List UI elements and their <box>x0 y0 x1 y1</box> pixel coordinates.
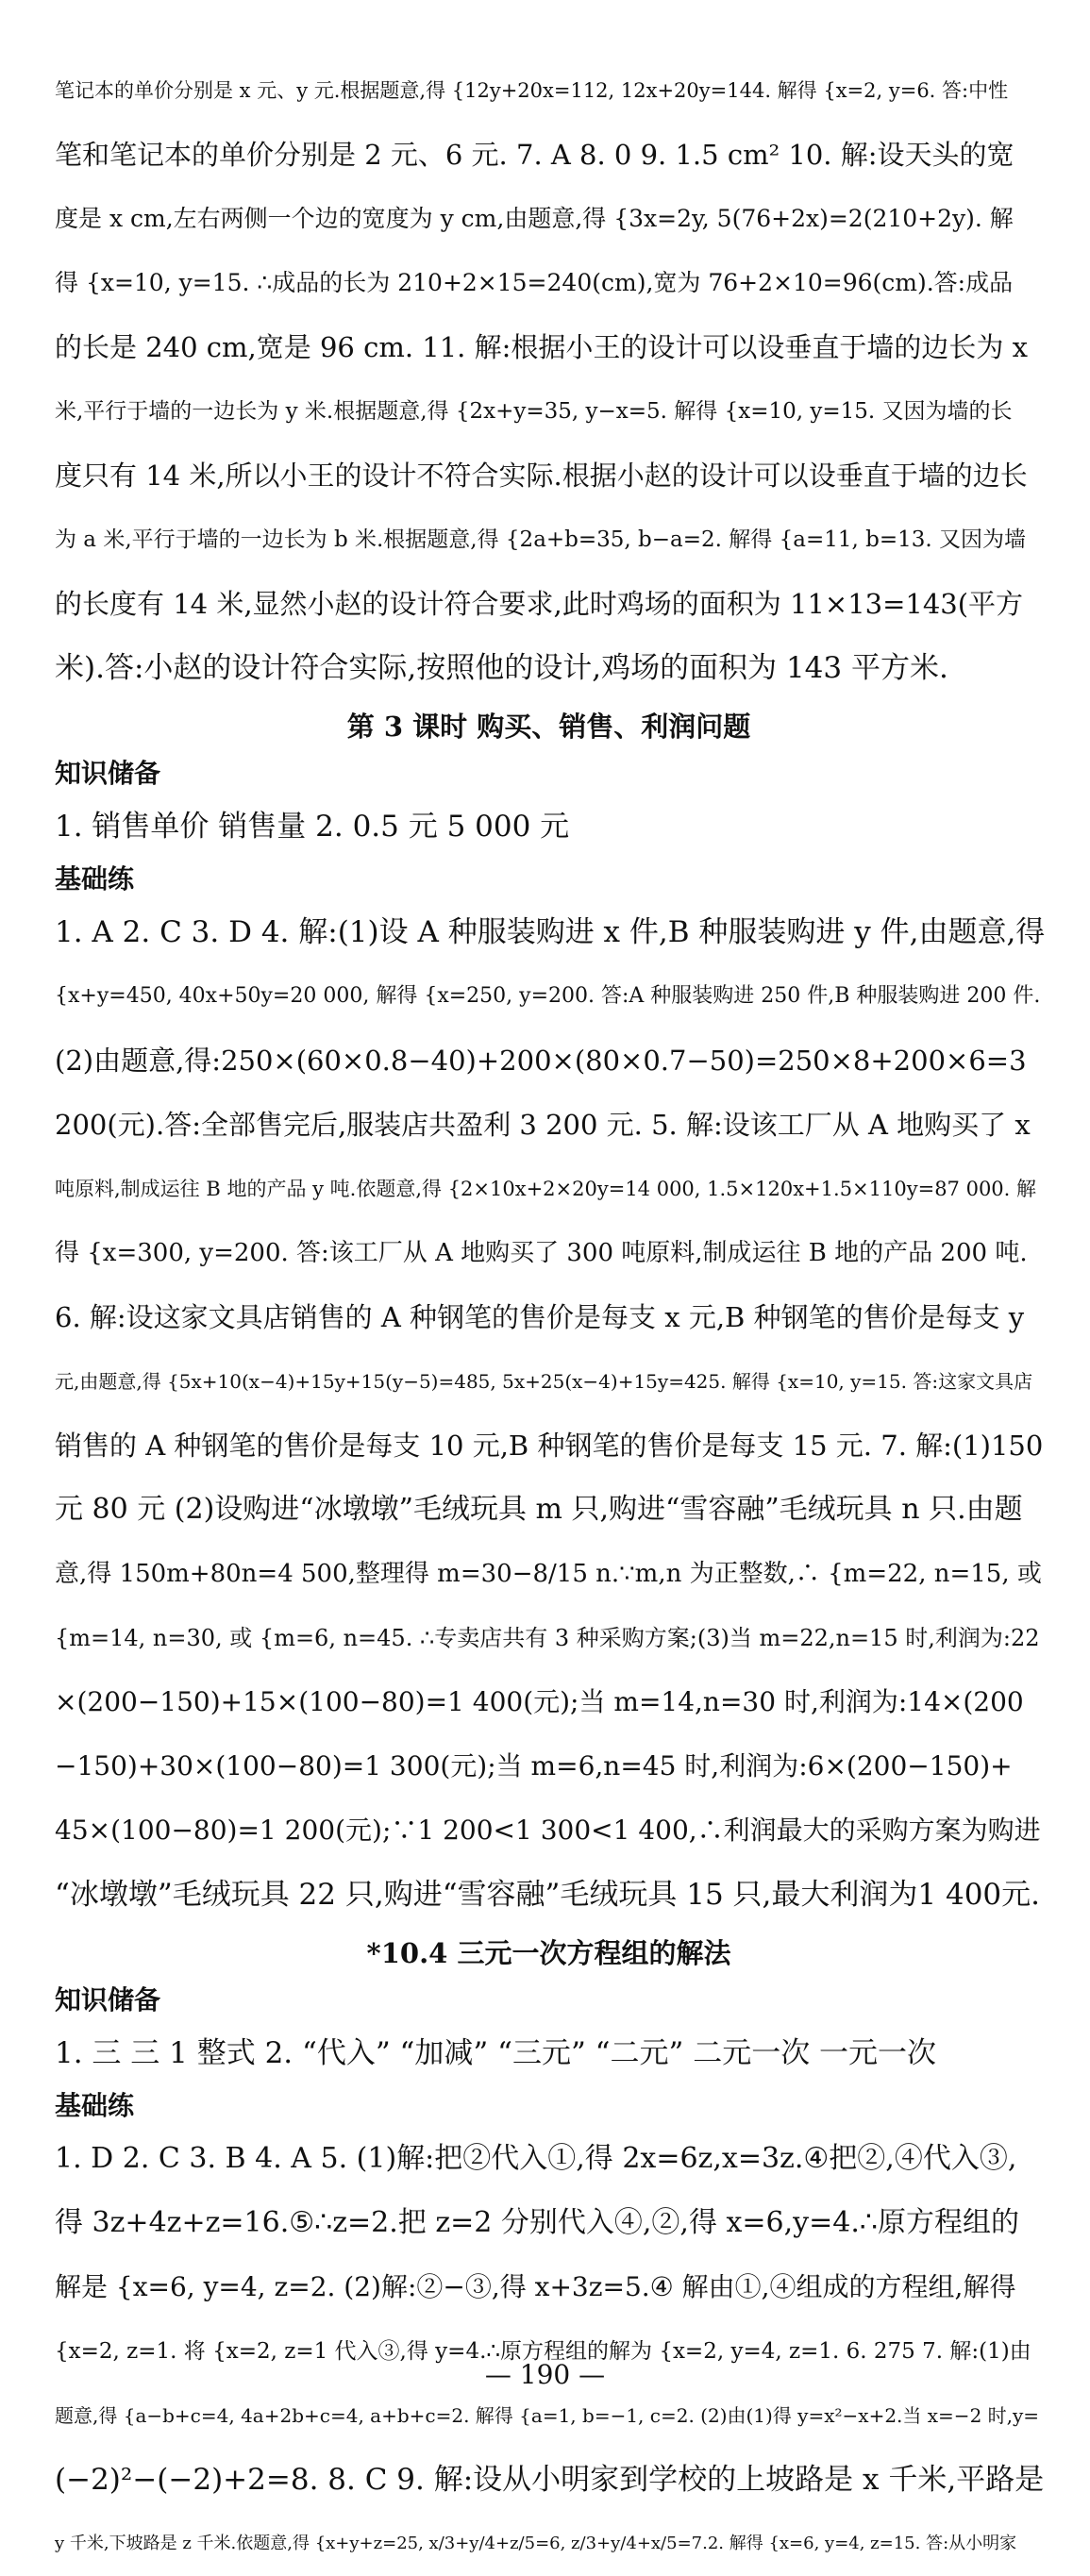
text-line: “冰墩墩”毛绒玩具 22 只,购进“雪容融”毛绒玩具 15 只,最大利润为1 400元. <box>55 1878 1041 1912</box>
text-line: (2)由题意,得:250×(60×0.8−40)+200×(80×0.7−50)=250×8+200×6=3 <box>55 1045 1027 1077</box>
text-line: 笔和笔记本的单价分别是 2 元、6 元. 7. A 8. 0 9. 1.5 cm² 10. 解:设天头的宽 <box>55 139 1015 171</box>
text-line: 米).答:小赵的设计符合实际,按照他的设计,鸡场的面积为 143 平方米. <box>55 651 948 685</box>
text-line: 意,得 150m+80n=4 500,整理得 m=30−8/15 n.∵m,n 为正整数,∴ {m=22, n=15, 或 <box>55 1560 1042 1588</box>
text-line: 元,由题意,得 {5x+10(x−4)+15y+15(y−5)=485, 5x+25(x−4)+15y=425. 解得 {x=10, y=15. 答:这家文具店 <box>55 1370 1033 1393</box>
text-line: (−2)²−(−2)+2=8. 8. C 9. 解:设从小明家到学校的上坡路是 x 千米,平路是 <box>55 2463 1045 2497</box>
text-line: {x=2, z=1. 将 {x=2, z=1 代入③,得 y=4.∴原方程组的解为 {x=2, y=4, z=1. 6. 275 7. 解:(1)由 <box>55 2339 1031 2364</box>
text-line: 为 a 米,平行于墙的一边长为 b 米.根据题意,得 {2a+b=35, b−a=2. 解得 {a=11, b=13. 又因为墙 <box>55 527 1026 552</box>
section-heading: 基础练 <box>55 2090 135 2121</box>
text-line: 200(元).答:全部售完后,服装店共盈利 3 200 元. 5. 解:设该工厂从 A 地购买了 x <box>55 1109 1031 1141</box>
text-line: 得 {x=10, y=15. ∴成品的长为 210+2×15=240(cm),宽为 76+2×10=96(cm).答:成品 <box>55 269 1014 296</box>
text-line: 1. A 2. C 3. D 4. 解:(1)设 A 种服装购进 x 件,B 种服装购进 y 件,由题意,得 <box>55 915 1046 949</box>
text-line: 度是 x cm,左右两侧一个边的宽度为 y cm,由题意,得 {3x=2y, 5(76+2x)=2(210+2y). 解 <box>55 205 1014 232</box>
text-line: 销售的 A 种钢笔的售价是每支 10 元,B 种钢笔的售价是每支 15 元. 7. 解:(1)150 <box>55 1430 1044 1462</box>
text-line: 元 80 元 (2)设购进“冰墩墩”毛绒玩具 m 只,购进“雪容融”毛绒玩具 n 只.由题 <box>55 1493 1023 1526</box>
text-line: 吨原料,制成运往 B 地的产品 y 吨.依题意,得 {2×10x+2×20y=14 000, 1.5×120x+1.5×110y=87 000. 解 <box>55 1178 1037 1200</box>
text-line: 题意,得 {a−b+c=4, 4a+2b+c=4, a+b+c=2. 解得 {a=1, b=−1, c=2. (2)由(1)得 y=x²−x+2.当 x=−2 时,y= <box>55 2404 1040 2427</box>
text-line: −150)+30×(100−80)=1 300(元);当 m=6,n=45 时,利润为:6×(200−150)+ <box>55 1750 1013 1781</box>
intro-block <box>55 59 1043 700</box>
text-line: 米,平行于墙的一边长为 y 米.根据题意,得 {2x+y=35, y−x=5. 解得 {x=10, y=15. 又因为墙的长 <box>55 399 1013 424</box>
section-title: *10.4 三元一次方程组的解法 <box>366 1937 731 1969</box>
text-line: 1. D 2. C 3. B 4. A 5. (1)解:把②代入①,得 2x=6z,x=3z.④把②,④代入③, <box>55 2142 1017 2175</box>
text-line: 1. 销售单价 销售量 2. 0.5 元 5 000 元 <box>55 810 570 844</box>
section-title: 第 3 课时 购买、销售、利润问题 <box>346 711 751 743</box>
text-line: 解是 {x=6, y=4, z=2. (2)解:②−③,得 x+3z=5.④ 解由①,④组成的方程组,解得 <box>55 2271 1016 2302</box>
text-line: 1. 三 三 1 整式 2. “代入” “加减” “三元” “二元” 二元一次 一元一次 <box>55 2036 937 2070</box>
text-line: 得 3z+4z+z=16.⑤∴z=2.把 z=2 分别代入④,②,得 x=6,y=4.∴原方程组的 <box>55 2206 1019 2239</box>
text-line: {m=14, n=30, 或 {m=6, n=45. ∴专卖店共有 3 种采购方案;(3)当 m=22,n=15 时,利润为:22 <box>55 1625 1040 1651</box>
text-line: 笔记本的单价分别是 x 元、y 元.根据题意,得 {12y+20x=112, 12x+20y=144. 解得 {x=2, y=6. 答:中性 <box>55 79 1009 102</box>
text-line: ×(200−150)+15×(100−80)=1 400(元);当 m=14,n=30 时,利润为:14×(200 <box>55 1686 1024 1717</box>
text-line: {x+y=450, 40x+50y=20 000, 解得 {x=250, y=200. 答:A 种服装购进 250 件,B 种服装购进 200 件. <box>55 984 1041 1008</box>
section-heading: 知识储备 <box>55 1984 161 2016</box>
section-heading: 知识储备 <box>55 758 161 789</box>
text-line: 6. 解:设这家文具店销售的 A 种钢笔的售价是每支 x 元,B 种钢笔的售价是每支 y <box>55 1301 1025 1333</box>
text-line: 得 {x=300, y=200. 答:该工厂从 A 地购买了 300 吨原料,制成运往 B 地的产品 200 吨. <box>55 1239 1028 1267</box>
text-line: y 千米,下坡路是 z 千米.依题意,得 {x+y+z=25, x/3+y/4+z/5=6, z/3+y/4+x/5=7.2. 解得 {x=6, y=4, z=15. 答:从小明家 <box>55 2534 1017 2553</box>
page-number: — 190 — <box>484 2359 606 2390</box>
text-line: 45×(100−80)=1 200(元);∵1 200<1 300<1 400,∴利润最大的采购方案为购进 <box>55 1815 1041 1846</box>
text-line: 度只有 14 米,所以小王的设计不符合实际.根据小赵的设计可以设垂直于墙的边长 <box>55 460 1028 492</box>
section-heading: 基础练 <box>55 863 135 895</box>
text-line: 的长是 240 cm,宽是 96 cm. 11. 解:根据小王的设计可以设垂直于墙的边长为 x <box>55 331 1028 363</box>
text-line: 的长度有 14 米,显然小赵的设计符合要求,此时鸡场的面积为 11×13=143(平方 <box>55 588 1024 620</box>
